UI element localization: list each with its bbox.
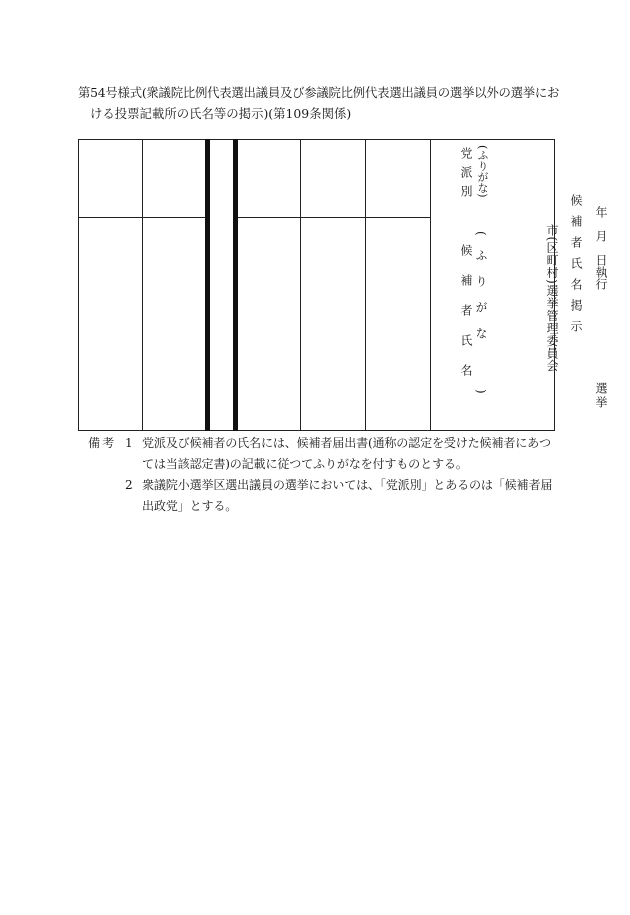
remark-number: 2 (125, 478, 133, 492)
remark-number: 1 (125, 436, 133, 450)
election-committee: 市(区町村)選挙管理委員会 (545, 224, 559, 372)
remark-item (88, 475, 558, 517)
omission-bar-left (205, 139, 210, 431)
remark-text: 党派及び候補者の氏名には、候補者届出書(通称の認定を受けた候補者にあつては当該認定書)の記載に従つてふりがなを付すものとする。 (142, 436, 551, 471)
column-divider-4 (430, 139, 431, 431)
remarks-section (88, 433, 558, 517)
table-bottom-border (78, 430, 555, 431)
remark-text: 衆議院小選挙区選出議員の選挙においては、「党派別」とあるのは「候補者届出政党」とする。 (142, 478, 553, 513)
remark-item (88, 433, 558, 475)
table-row-divider-right (235, 217, 430, 218)
name-furigana-label: ふりがな (474, 249, 488, 353)
candidate-name-label: 候補者氏名 (459, 244, 473, 394)
column-divider-3 (365, 139, 366, 431)
name-furigana-close-paren: ) (474, 389, 488, 394)
table-top-border (78, 139, 555, 140)
name-furigana-open-paren: ( (474, 231, 488, 236)
posting-form-table (78, 139, 608, 431)
remarks-label: 備考 (88, 436, 117, 450)
party-furigana-label: (ふりがな) (476, 145, 489, 198)
posting-title: 候補者氏名掲示 (569, 194, 583, 341)
column-divider-2 (300, 139, 301, 431)
omission-bar-right (233, 139, 238, 431)
party-label: 党派別 (459, 147, 473, 204)
election-date-label: 年 月 日執行 (594, 206, 608, 290)
form-title-line-2: ける投票記載所の氏名等の掲示)(第109条関係) (90, 106, 352, 121)
election-label: 選挙 (594, 382, 608, 410)
form-title-line-1: 第54号様式(衆議院比例代表選出議員及び参議院比例代表選出議員の選挙以外の選挙にお (78, 85, 560, 100)
form-title (78, 82, 558, 124)
table-left-border (78, 139, 79, 431)
column-divider-1 (142, 139, 143, 431)
